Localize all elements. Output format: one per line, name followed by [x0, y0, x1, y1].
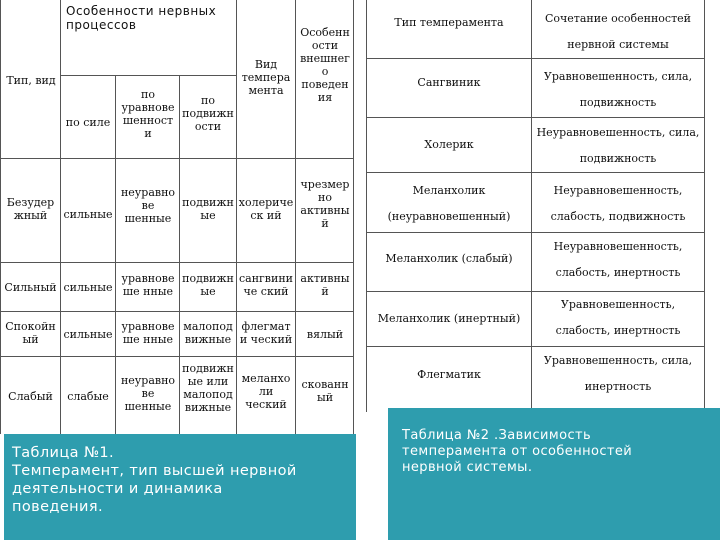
t1-header-type: Тип, вид: [6, 74, 56, 87]
t2-row4-type: Меланхолик (слабый): [385, 252, 513, 265]
t1-row4-behavior: скованн ый: [301, 378, 349, 404]
t2-row3-type: Меланхолик (неуравновешенный): [387, 184, 511, 223]
table-2-caption: Таблица №2 .Зависимость темперамента от особенностей нервной системы.: [402, 428, 633, 475]
t1-row2-balance: уравнове ше нные: [121, 272, 175, 298]
t1-header-by-strength: по силе: [65, 116, 111, 129]
t1-row1-strength: сильные: [63, 208, 113, 221]
t1-header-mobility: по подвижн ости: [182, 94, 234, 133]
t1-row2-behavior: активны й: [300, 272, 350, 298]
t2-row5-features: Уравновешенность, слабость, инертность: [555, 298, 681, 337]
t2-row2-type: Холерик: [424, 138, 474, 151]
t2-row6-type: Флегматик: [417, 368, 481, 381]
t1-row3-behavior: вялый: [306, 328, 344, 341]
t2-row6-features: Уравновешенность, сила, инертность: [543, 354, 693, 393]
t1-row1-mobility: подвижн ые: [182, 196, 234, 222]
t1-row4-type: Слабый: [8, 390, 53, 403]
t1-row1-type: Безудер жный: [6, 196, 55, 222]
table-1-caption: Таблица №1. Темперамент, тип высшей нервной деятельности и динамика поведения.: [12, 445, 297, 515]
t1-header-features: Особенности нервных процессов: [66, 4, 217, 32]
t2-row3-features: Неуравновешенность, слабость, подвижность: [550, 184, 686, 223]
t2-row2-features: Неуравновешенность, сила, подвижность: [536, 126, 700, 165]
t1-row3-type: Спокойн ый: [5, 320, 56, 346]
t1-row2-strength: сильные: [63, 281, 113, 294]
t1-row4-strength: слабые: [67, 390, 109, 403]
t1-row3-balance: уравнове ше нные: [121, 320, 175, 346]
t2-row4-features: Неуравновешенность, слабость, инертность: [553, 240, 683, 279]
t1-row4-mobility: подвижн ые или малопод вижные: [182, 362, 234, 414]
t1-row1-behavior: чрезмер но активны й: [300, 178, 350, 230]
t1-header-temperament: Вид темпера мента: [241, 58, 291, 97]
t1-row3-mobility: малопод вижные: [183, 320, 233, 346]
t1-row2-mobility: подвижн ые: [182, 272, 234, 298]
t1-row2-temperament: сангвини че ский: [238, 272, 293, 298]
t2-row1-features: Уравновешенность, сила, подвижность: [543, 70, 693, 109]
t1-row3-strength: сильные: [63, 328, 113, 341]
t1-row2-type: Сильный: [4, 281, 57, 294]
t2-header-features: Сочетание особенностей нервной системы: [544, 12, 692, 51]
t1-row3-temperament: флегмат и ческий: [239, 320, 293, 346]
t2-row1-type: Сангвиник: [417, 76, 481, 89]
t1-row1-temperament: холериче ск ий: [238, 196, 294, 222]
t2-header-type: Тип темперамента: [394, 16, 504, 29]
table-2-caption-box: [388, 408, 720, 540]
t2-row5-type: Меланхолик (инертный): [377, 312, 521, 325]
t1-header-balance: по уравнове шенност и: [121, 88, 175, 140]
t1-header-behavior: Особенн ости внешнег о поведен ия: [300, 26, 350, 104]
t1-row4-temperament: меланхо ли ческий: [241, 372, 291, 411]
t1-row4-balance: неуравно ве шенные: [120, 374, 176, 413]
t1-row1-balance: неуравно ве шенные: [120, 186, 176, 225]
table-1-caption-box: [4, 434, 356, 540]
